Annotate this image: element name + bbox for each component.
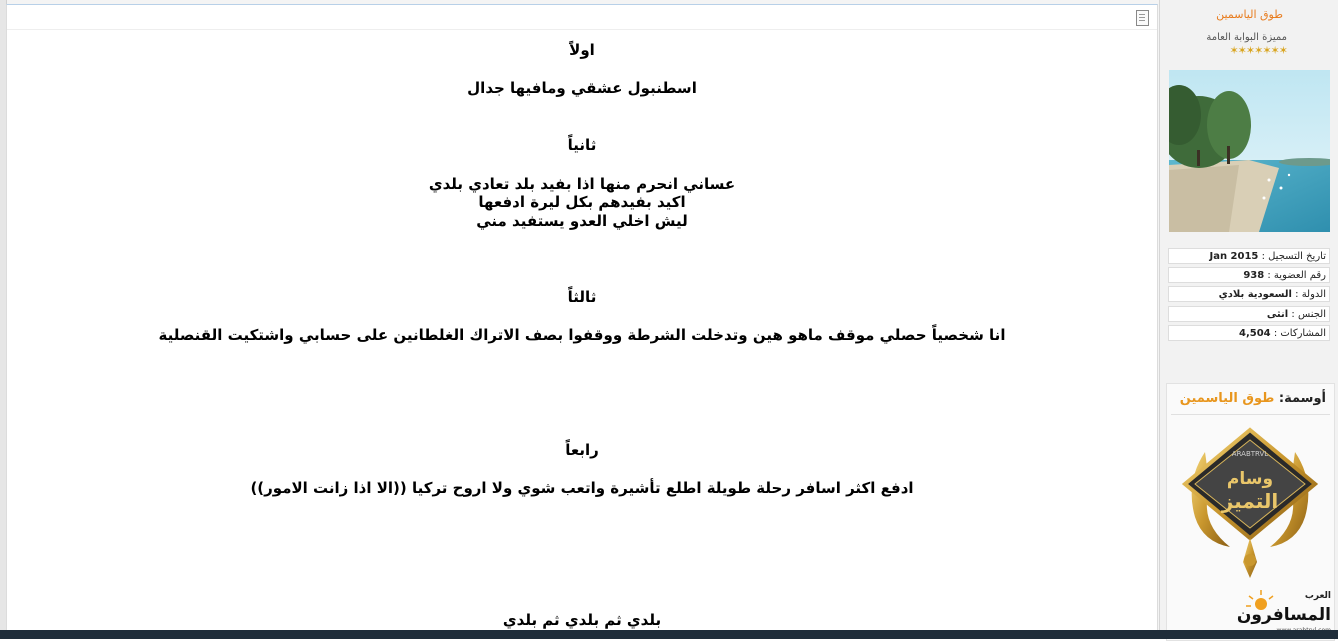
post-line: رابعاً [565,441,599,459]
post-line: اسطنبول عشقي ومافيها جدال [467,79,697,97]
info-value: انثى [1266,309,1289,320]
sun-logo-icon [1237,584,1333,636]
avatar[interactable] [1169,70,1330,232]
post-line: ثالثاً [567,288,597,306]
site-logo [1237,584,1333,636]
user-info-row [1168,286,1330,302]
user-title: مميزة البوابة العامة [1206,32,1287,43]
post-line: ادفع اكثر اسافر رحلة طويلة اطلع تأشيرة واتعب شوي ولا اروح تركيا ((الا اذا زانت الامور)) [250,479,914,497]
divider [1171,414,1330,415]
award-medal-icon[interactable] [1175,422,1325,582]
medal-small-text: ARABTRVL [1231,450,1269,458]
post-content [6,4,1158,634]
user-info-row [1168,306,1330,322]
info-value: 938 [1243,270,1265,281]
post-line: ليش اخلي العدو يستفيد مني [476,212,688,230]
info-label: الدولة : [1295,289,1326,300]
user-info-row [1168,248,1330,264]
post-line: عساني انحرم منها اذا بفيد بلد تعادي بلدي [428,175,736,193]
info-value: Jan 2015 [1209,251,1259,262]
logo-main-text: المسافرون [1237,605,1331,625]
post-line: انا شخصياً حصلي موقف ماهو هين وتدخلت الشرطة ووقفوا بصف الاتراك الغلطانين على حسابي واشتكيت القنصلية [158,326,1006,344]
awards-title [1180,391,1326,406]
info-label: تاريخ التسجيل : [1261,251,1326,262]
post-line: اكيد بفيدهم بكل ليرة ادفعها [478,193,686,211]
awards-username[interactable]: طوق الياسمين [1179,391,1275,406]
info-value: 4,504 [1238,328,1271,339]
medal-text-line1: وسام [1226,469,1274,489]
taskbar[interactable] [0,630,1338,639]
logo-top-text: العرب [1304,591,1331,601]
user-info-row [1168,267,1330,283]
post-line: اولاً [569,41,595,59]
avatar-image [1169,70,1330,232]
post-line: ثانياً [567,136,597,154]
awards-label: أوسمة: [1278,391,1326,406]
medal-text-line2: التميز [1221,489,1279,513]
post-line: بلدي ثم بلدي ثم بلدي [502,611,662,629]
user-sidebar [1159,0,1338,639]
divider [7,29,1157,30]
post-icon[interactable] [1136,10,1149,26]
rank-stars: ✶✶✶✶✶✶✶ [1229,44,1287,57]
info-label: الجنس : [1291,309,1326,320]
info-label: المشاركات : [1273,328,1326,339]
user-info-row [1168,325,1330,341]
info-label: رقم العضوية : [1267,270,1326,281]
awards-box [1166,383,1335,641]
info-value: السعودية بلادي [1218,289,1292,300]
username-link[interactable]: طوق الياسمين [1216,8,1283,21]
